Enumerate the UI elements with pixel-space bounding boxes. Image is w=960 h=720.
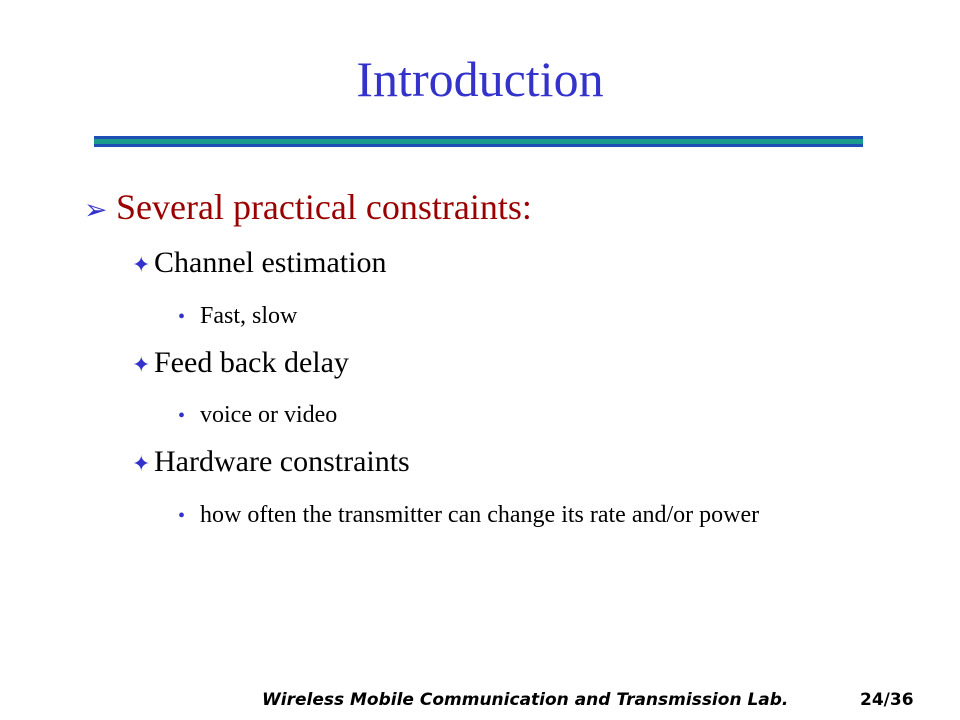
arrow-bullet-icon: ➢: [84, 195, 108, 226]
footer-lab-name: Wireless Mobile Communication and Transmission Lab.: [262, 690, 789, 710]
list-subitem-text: voice or video: [200, 402, 338, 428]
star-bullet-icon: ✦: [132, 352, 151, 377]
list-subitem-text: how often the transmitter can change its rate and/or power: [200, 502, 760, 528]
title-divider: [94, 136, 863, 148]
main-bullet-text: Several practical constraints:: [116, 187, 532, 227]
list-subitem: [178, 300, 780, 332]
main-bullet: [84, 186, 532, 228]
list-item-feed-back-delay: [132, 346, 349, 380]
list-item-label: Channel estimation: [154, 246, 387, 279]
star-bullet-icon: ✦: [132, 451, 151, 476]
dot-bullet-icon: •: [178, 306, 186, 328]
list-subitem: [178, 399, 780, 431]
list-item-hardware-constraints: [132, 445, 410, 479]
list-subitem-text: Fast, slow: [200, 303, 298, 329]
list-item-label: Hardware constraints: [154, 445, 410, 478]
slide-title: Introduction: [356, 51, 604, 107]
dot-bullet-icon: •: [178, 405, 186, 427]
list-subitem: [178, 499, 780, 531]
page-number: 24/36: [860, 690, 914, 710]
list-item-label: Feed back delay: [154, 346, 349, 379]
dot-bullet-icon: •: [178, 505, 186, 527]
list-item-channel-estimation: [132, 246, 386, 280]
star-bullet-icon: ✦: [132, 252, 151, 277]
